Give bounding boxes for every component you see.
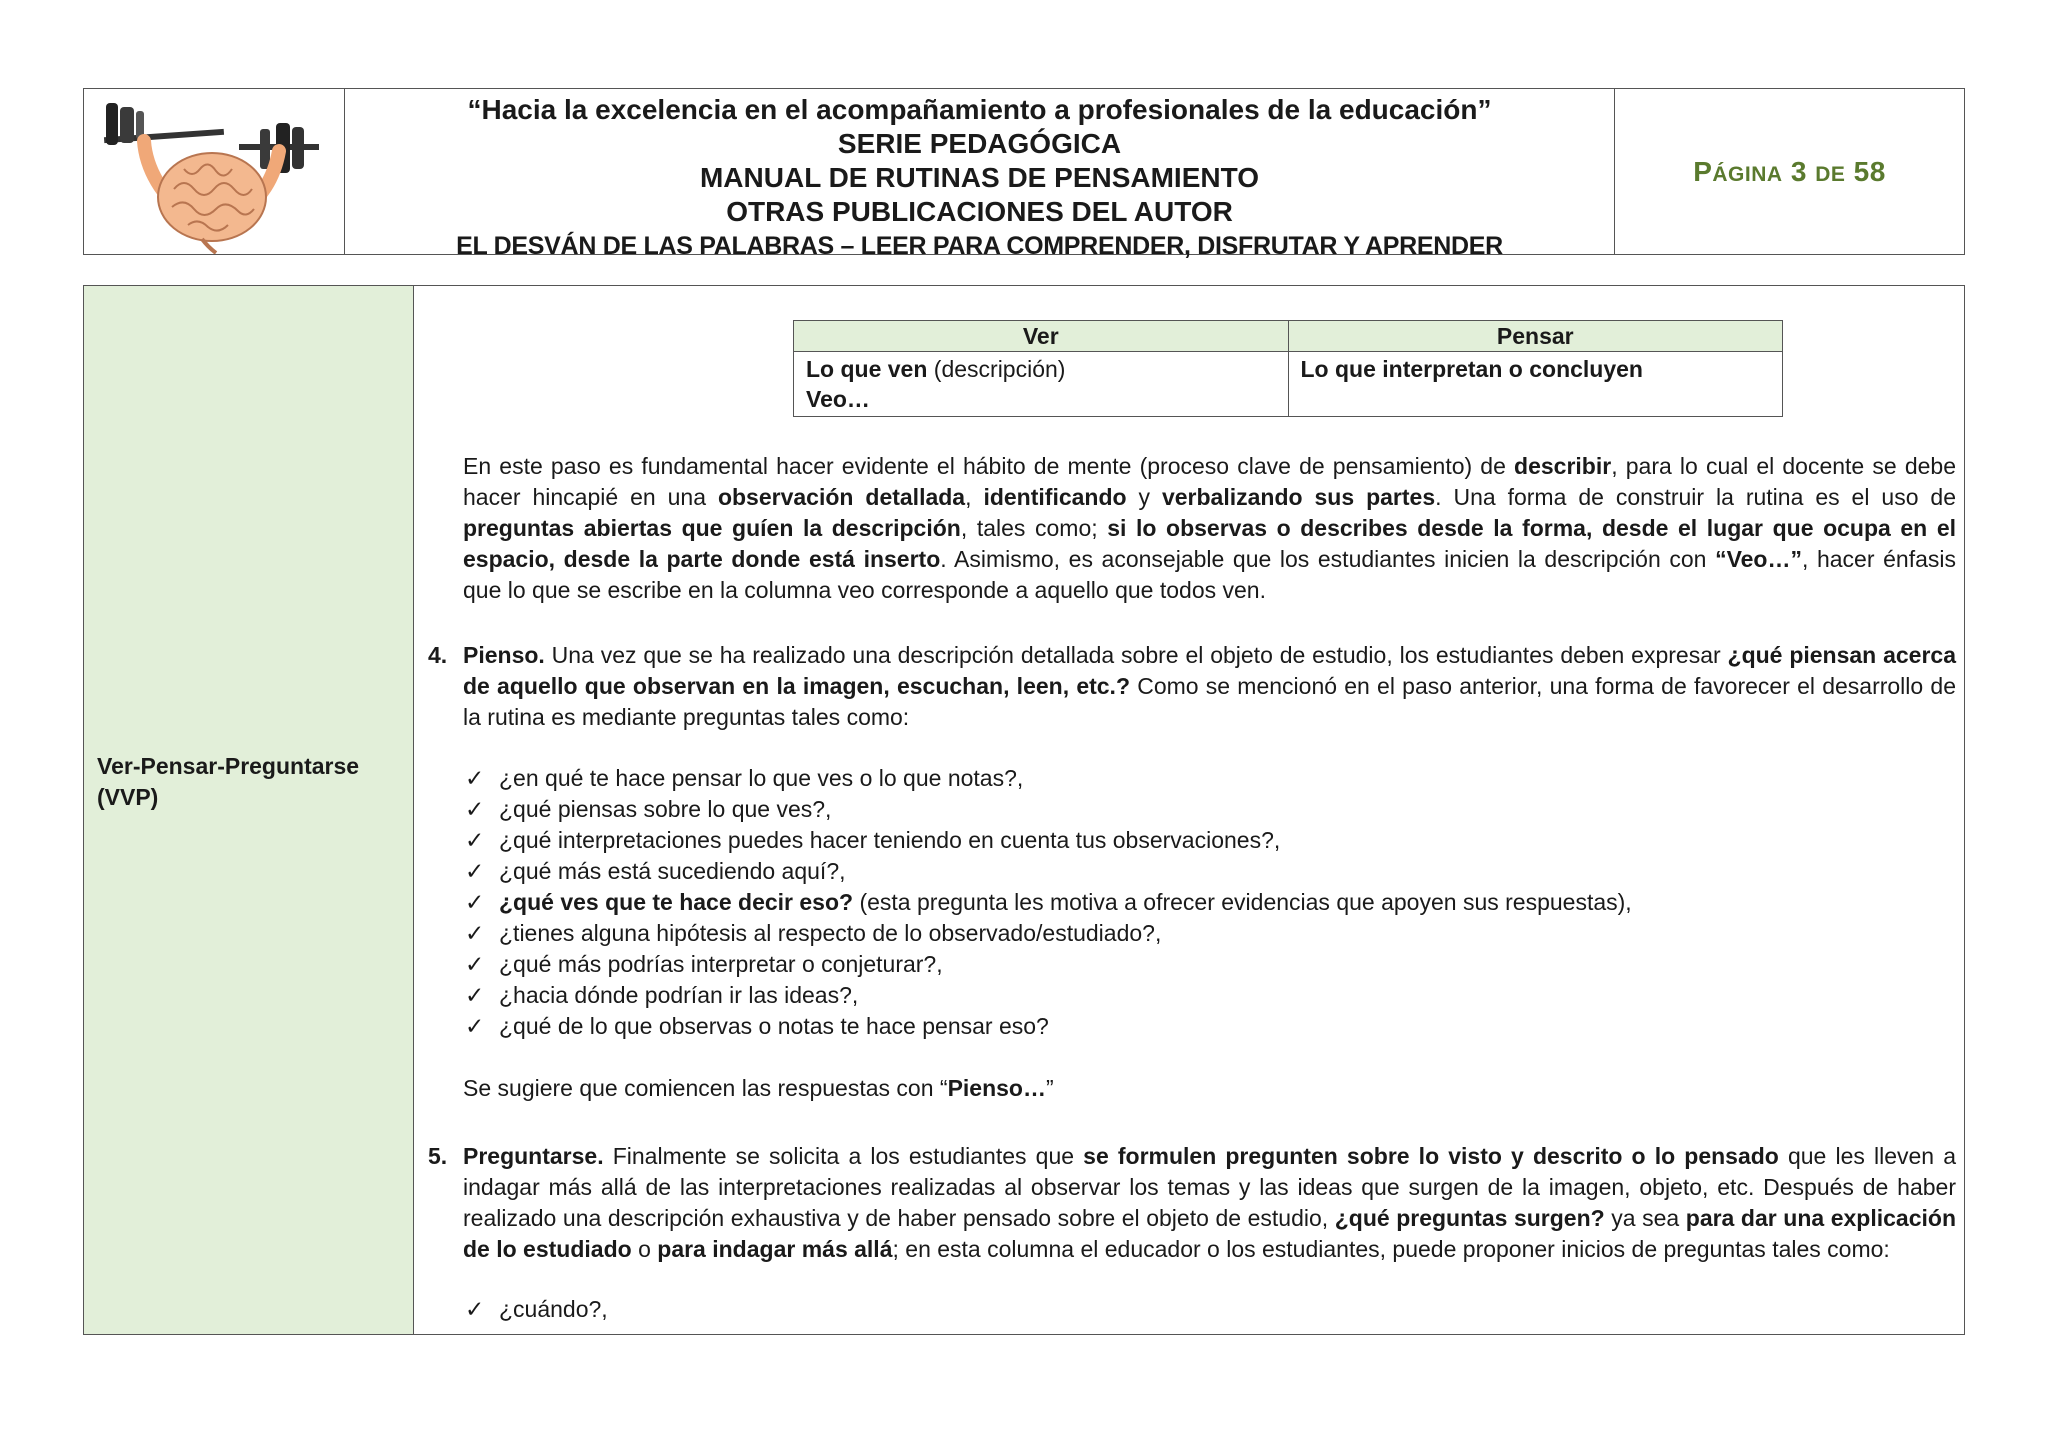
checkmark-icon: ✓ xyxy=(465,951,485,977)
header-slogan: “Hacia la excelencia en el acompañamiento a profesionales de la educación” xyxy=(467,94,1492,125)
header-series: SERIE PEDAGÓGICA xyxy=(837,128,1122,159)
checkmark-icon: ✓ xyxy=(465,1296,485,1322)
step-5-number: 5. xyxy=(428,1143,448,1169)
header-titles xyxy=(345,89,1615,260)
list-item: ✓ ¿qué de lo que observas o notas te hace pensar eso? xyxy=(465,1011,1632,1042)
step-5-paragraph: Preguntarse. Finalmente se solicita a los estudiantes que se formulen pregunten sobre lo visto y descrito o lo pensado que les lleven a indagar más allá de las interpretaciones realizadas al observar los temas y las ideas que surgen de la imagen, objeto, etc. Después de haber realizado una descripción exhaustiva y de haber pensado sobre el objeto de estudio, ¿qué preguntas surgen? ya sea para dar una explicación de lo estudiado o para indagar más allá; en esta columna el educador o los estudiantes, puede proponer inicios de preguntas tales como: xyxy=(463,1143,1956,1262)
pensar-column-header: Pensar xyxy=(1288,321,1783,352)
list-item: ✓ ¿qué piensas sobre lo que ves?, xyxy=(465,794,1632,825)
document-header xyxy=(83,88,1965,260)
ver-pensar-table xyxy=(793,320,1783,417)
checkmark-icon: ✓ xyxy=(465,858,485,884)
list-item: ✓ ¿qué ves que te hace decir eso? (esta pregunta les motiva a ofrecer evidencias que apoyen sus respuestas), xyxy=(465,887,1632,918)
step-4-questions xyxy=(465,763,1632,1042)
page-indicator: PÁGINA 3 DE 58 xyxy=(1693,155,1886,187)
describe-paragraph: En este paso es fundamental hacer evidente el hábito de mente (proceso clave de pensamiento) de describir, para lo cual el docente se debe hacer hincapié en una observación detallada, identificando y verbalizando sus partes. Una forma de construir la rutina es el uso de preguntas abiertas que guíen la descripción, tales como; si lo observas o describes desde la forma, desde el lugar que ocupa en el espacio, desde la parte donde está inserto. Asimismo, es aconsejable que los estudiantes inicien la descripción con “Veo…”, hacer énfasis que lo que se escribe en la columna veo corresponde a aquello que todos ven. xyxy=(463,453,1957,603)
list-item: ✓ ¿tienes alguna hipótesis al respecto de lo observado/estudiado?, xyxy=(465,918,1632,949)
list-item: ✓ ¿qué más está sucediendo aquí?, xyxy=(465,856,1632,887)
logo-cell xyxy=(84,89,345,254)
ver-column-header: Ver xyxy=(794,321,1289,352)
step-4-number: 4. xyxy=(428,642,448,668)
list-item: ✓ ¿en qué te hace pensar lo que ves o lo que notas?, xyxy=(465,763,1632,794)
checkmark-icon: ✓ xyxy=(465,796,485,822)
routine-name: Ver-Pensar-Preguntarse (VVP) xyxy=(97,753,360,810)
checkmark-icon: ✓ xyxy=(465,1013,485,1039)
pensar-cell: Lo que interpretan o concluyen xyxy=(1288,352,1783,417)
header-other-publications: OTRAS PUBLICACIONES DEL AUTOR xyxy=(726,196,1233,227)
checkmark-icon: ✓ xyxy=(465,920,485,946)
list-item: ✓ ¿hacia dónde podrían ir las ideas?, xyxy=(465,980,1632,1011)
checkmark-icon: ✓ xyxy=(465,765,485,791)
step-4-paragraph: Pienso. Una vez que se ha realizado una descripción detallada sobre el objeto de estudio, los estudiantes deben expresar ¿qué piensan acerca de aquello que observan en la imagen, escuchan, leen, etc.? Como se mencionó en el paso anterior, una forma de favorecer el desarrollo de la rutina es mediante preguntas tales como: xyxy=(463,642,1956,730)
suggest-pienso-line: Se sugiere que comiencen las respuestas con “Pienso…” xyxy=(463,1075,1054,1101)
checkmark-icon: ✓ xyxy=(465,982,485,1008)
list-item: ✓ ¿qué más podrías interpretar o conjeturar?, xyxy=(465,949,1632,980)
page-number-cell xyxy=(1615,89,1964,254)
step-5-questions xyxy=(465,1294,608,1325)
checkmark-icon: ✓ xyxy=(465,889,485,915)
ver-cell: Lo que ven (descripción) Veo… xyxy=(794,352,1289,417)
checkmark-icon: ✓ xyxy=(465,827,485,853)
header-manual-title: MANUAL DE RUTINAS DE PENSAMIENTO xyxy=(699,162,1259,193)
brain-dumbbell-logo-icon xyxy=(84,89,340,254)
list-item: ✓ ¿cuándo?, xyxy=(465,1294,608,1325)
routine-name-cell xyxy=(84,286,414,1334)
list-item: ✓ ¿qué interpretaciones puedes hacer teniendo en cuenta tus observaciones?, xyxy=(465,825,1632,856)
header-book-title: EL DESVÁN DE LAS PALABRAS – LEER PARA COMPRENDER, DISFRUTAR Y APRENDER xyxy=(456,232,1503,260)
